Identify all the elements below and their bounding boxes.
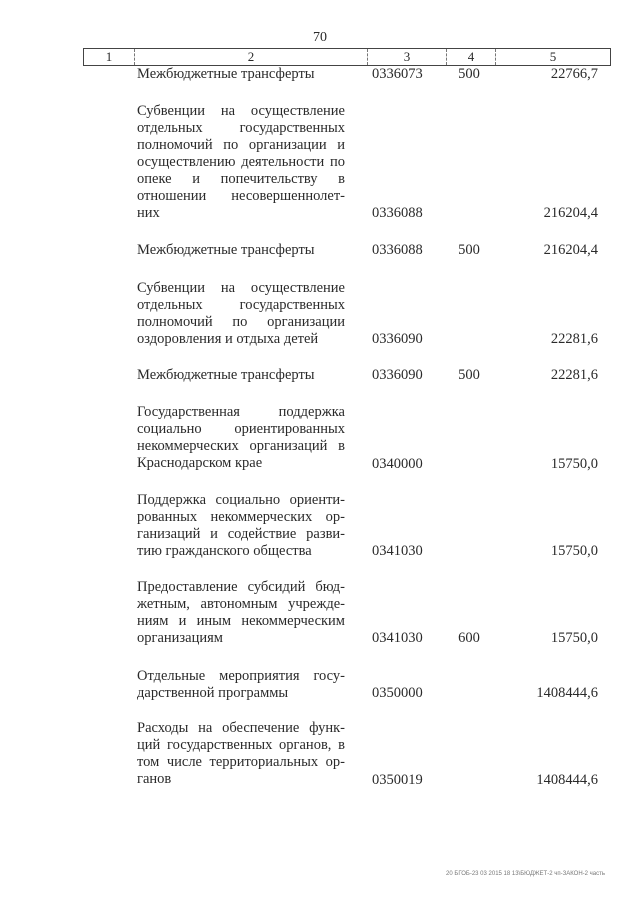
row-code: 0336088	[372, 205, 423, 221]
row-code: 0336088	[372, 242, 423, 258]
row-code: 0350000	[372, 685, 423, 701]
column-header-5: 5	[549, 49, 557, 64]
row-expense-type: 500	[458, 242, 480, 258]
row-amount: 216204,4	[543, 205, 598, 221]
row-code: 0341030	[372, 543, 423, 559]
row-code: 0341030	[372, 630, 423, 646]
row-amount: 22766,7	[550, 66, 598, 82]
row-name: Поддержка социально ориенти-рованных некоммерческих ор-ганизаций и содействие разви-тию гражданского общества	[137, 492, 345, 559]
row-code: 0350019	[372, 772, 423, 788]
row-amount: 15750,0	[550, 543, 598, 559]
row-amount: 22281,6	[550, 367, 598, 383]
row-name: Межбюджетные трансферты	[137, 66, 315, 82]
row-amount: 15750,0	[550, 456, 598, 472]
row-amount: 1408444,6	[536, 685, 598, 701]
row-name: Межбюджетные трансферты	[137, 242, 315, 258]
table-column-header-row	[83, 48, 611, 66]
file-path-stamp: 20 БГОБ-23 03 2015 18 13\БЮДЖЕТ-2 чп-ЗАКОН-2 часть	[446, 871, 605, 877]
row-name: Отдельные мероприятия госу-дарственной программы	[137, 668, 345, 701]
row-name: Субвенции на осуществление отдельных государственных полномочий по организации оздоровления и отдыха детей	[137, 280, 345, 347]
row-expense-type: 500	[458, 66, 480, 82]
row-amount: 22281,6	[550, 331, 598, 347]
column-header-1: 1	[84, 49, 135, 65]
row-expense-type: 600	[458, 630, 480, 646]
row-code: 0340000	[372, 456, 423, 472]
row-name: Межбюджетные трансферты	[137, 367, 315, 383]
column-header-3: 3	[368, 49, 447, 65]
row-code: 0336090	[372, 331, 423, 347]
row-expense-type: 500	[458, 367, 480, 383]
column-header-4: 4	[447, 49, 496, 65]
row-amount: 15750,0	[550, 630, 598, 646]
row-name: Субвенции на осуществление отдельных государственных полномочий по организации и осуществлению деятельности по опеке и попечительству в отношении несовершеннолет-них	[137, 103, 345, 221]
row-amount: 216204,4	[543, 242, 598, 258]
row-name: Предоставление субсидий бюд-жетным, автономным учрежде-ниям и иным некоммерческим организациям	[137, 579, 345, 646]
row-code: 0336090	[372, 367, 423, 383]
row-amount: 1408444,6	[536, 772, 598, 788]
row-code: 0336073	[372, 66, 423, 82]
row-name: Государственная поддержка социально ориентированных некоммерческих организаций в Краснодарском крае	[137, 404, 345, 471]
column-header-2: 2	[135, 49, 368, 65]
page-number: 70	[313, 30, 327, 45]
row-name: Расходы на обеспечение функ-ций государственных органов, в том числе территориальных ор-ганов	[137, 720, 345, 787]
